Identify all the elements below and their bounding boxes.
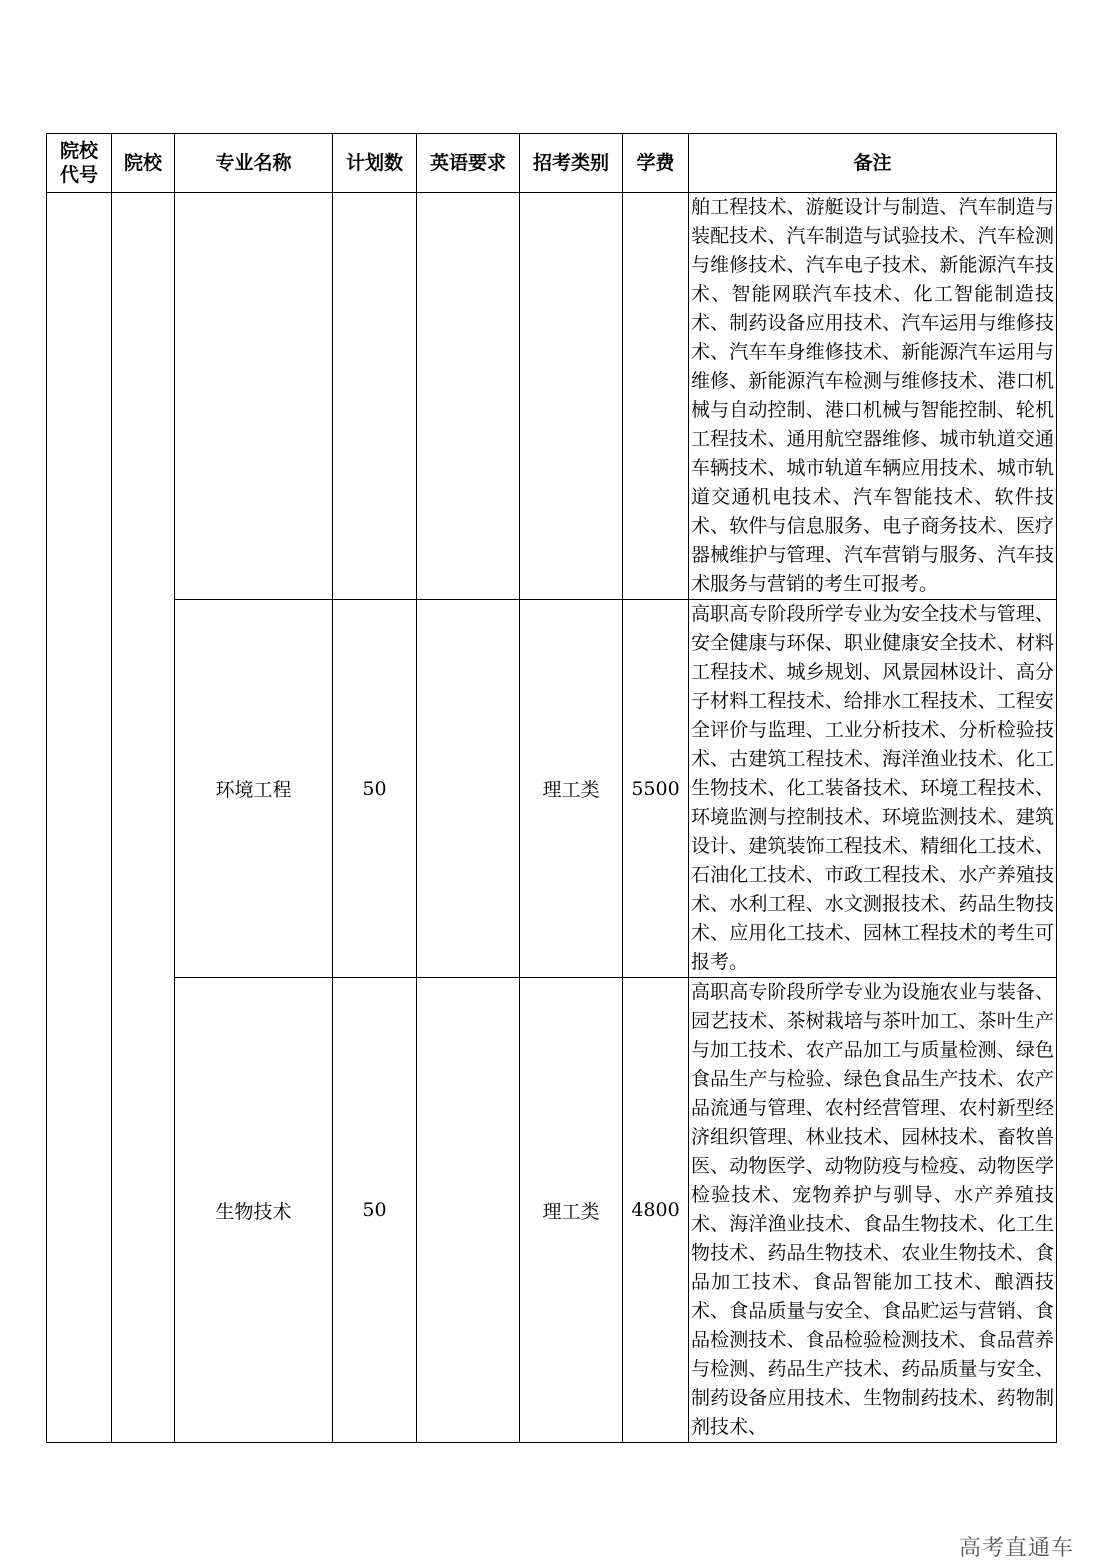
cell-school-code xyxy=(47,193,112,1443)
header-school-code xyxy=(47,134,112,193)
header-english: 英语要求 xyxy=(417,134,520,193)
header-school-code-line2: 代号 xyxy=(59,164,98,186)
enrollment-plan-table xyxy=(46,133,1057,1443)
header-school: 院校 xyxy=(112,134,175,193)
table-row xyxy=(47,600,1057,978)
cell-major: 生物技术 xyxy=(175,978,333,1443)
header-note: 备注 xyxy=(689,134,1057,193)
cell-fee xyxy=(623,193,689,600)
cell-fee: 4800 xyxy=(623,978,689,1443)
cell-major xyxy=(175,193,333,600)
cell-category xyxy=(520,193,623,600)
cell-plan xyxy=(333,193,417,600)
header-school-code-line1: 院校 xyxy=(59,140,98,162)
cell-note: 高职高专阶段所学专业为安全技术与管理、安全健康与环保、职业健康安全技术、材料工程技术、城乡规划、风景园林设计、高分子材料工程技术、给排水工程技术、工程安全评价与监理、工业分析技术、分析检验技术、古建筑工程技术、海洋渔业技术、化工生物技术、化工装备技术、环境工程技术、环境监测与控制技术、环境监测技术、建筑设计、建筑装饰工程技术、精细化工技术、石油化工技术、市政工程技术、水产养殖技术、水利工程、水文测报技术、药品生物技术、应用化工技术、园林工程技术的考生可报考。 xyxy=(689,600,1057,978)
header-plan: 计划数 xyxy=(333,134,417,193)
cell-category: 理工类 xyxy=(520,978,623,1443)
table-row xyxy=(47,193,1057,600)
cell-fee: 5500 xyxy=(623,600,689,978)
cell-english xyxy=(417,193,520,600)
cell-note: 高职高专阶段所学专业为设施农业与装备、园艺技术、茶树栽培与茶叶加工、茶叶生产与加工技术、农产品加工与质量检测、绿色食品生产与检验、绿色食品生产技术、农产品流通与管理、农村经营管理、农村新型经济组织管理、林业技术、园林技术、畜牧兽医、动物医学、动物防疫与检疫、动物医学检验技术、宠物养护与驯导、水产养殖技术、海洋渔业技术、食品生物技术、化工生物技术、药品生物技术、农业生物技术、食品加工技术、食品智能加工技术、酿酒技术、食品质量与安全、食品贮运与营销、食品检测技术、食品检验检测技术、食品营养与检测、药品生产技术、药品质量与安全、制药设备应用技术、生物制药技术、药物制剂技术、 xyxy=(689,978,1057,1443)
cell-note: 舶工程技术、游艇设计与制造、汽车制造与装配技术、汽车制造与试验技术、汽车检测与维修技术、汽车电子技术、新能源汽车技术、智能网联汽车技术、化工智能制造技术、制药设备应用技术、汽车运用与维修技术、汽车车身维修技术、新能源汽车运用与维修、新能源汽车检测与维修技术、港口机械与自动控制、港口机械与智能控制、轮机工程技术、通用航空器维修、城市轨道交通车辆技术、城市轨道车辆应用技术、城市轨道交通机电技术、汽车智能技术、软件技术、软件与信息服务、电子商务技术、医疗器械维护与管理、汽车营销与服务、汽车技术服务与营销的考生可报考。 xyxy=(689,193,1057,600)
header-fee: 学费 xyxy=(623,134,689,193)
table-row xyxy=(47,978,1057,1443)
cell-english xyxy=(417,600,520,978)
cell-english xyxy=(417,978,520,1443)
cell-major: 环境工程 xyxy=(175,600,333,978)
header-category: 招考类别 xyxy=(520,134,623,193)
cell-category: 理工类 xyxy=(520,600,623,978)
cell-school xyxy=(112,193,175,1443)
cell-plan: 50 xyxy=(333,600,417,978)
watermark: 高考直通车 xyxy=(958,1536,1074,1561)
header-major: 专业名称 xyxy=(175,134,333,193)
cell-plan: 50 xyxy=(333,978,417,1443)
table-header-row xyxy=(47,134,1057,193)
